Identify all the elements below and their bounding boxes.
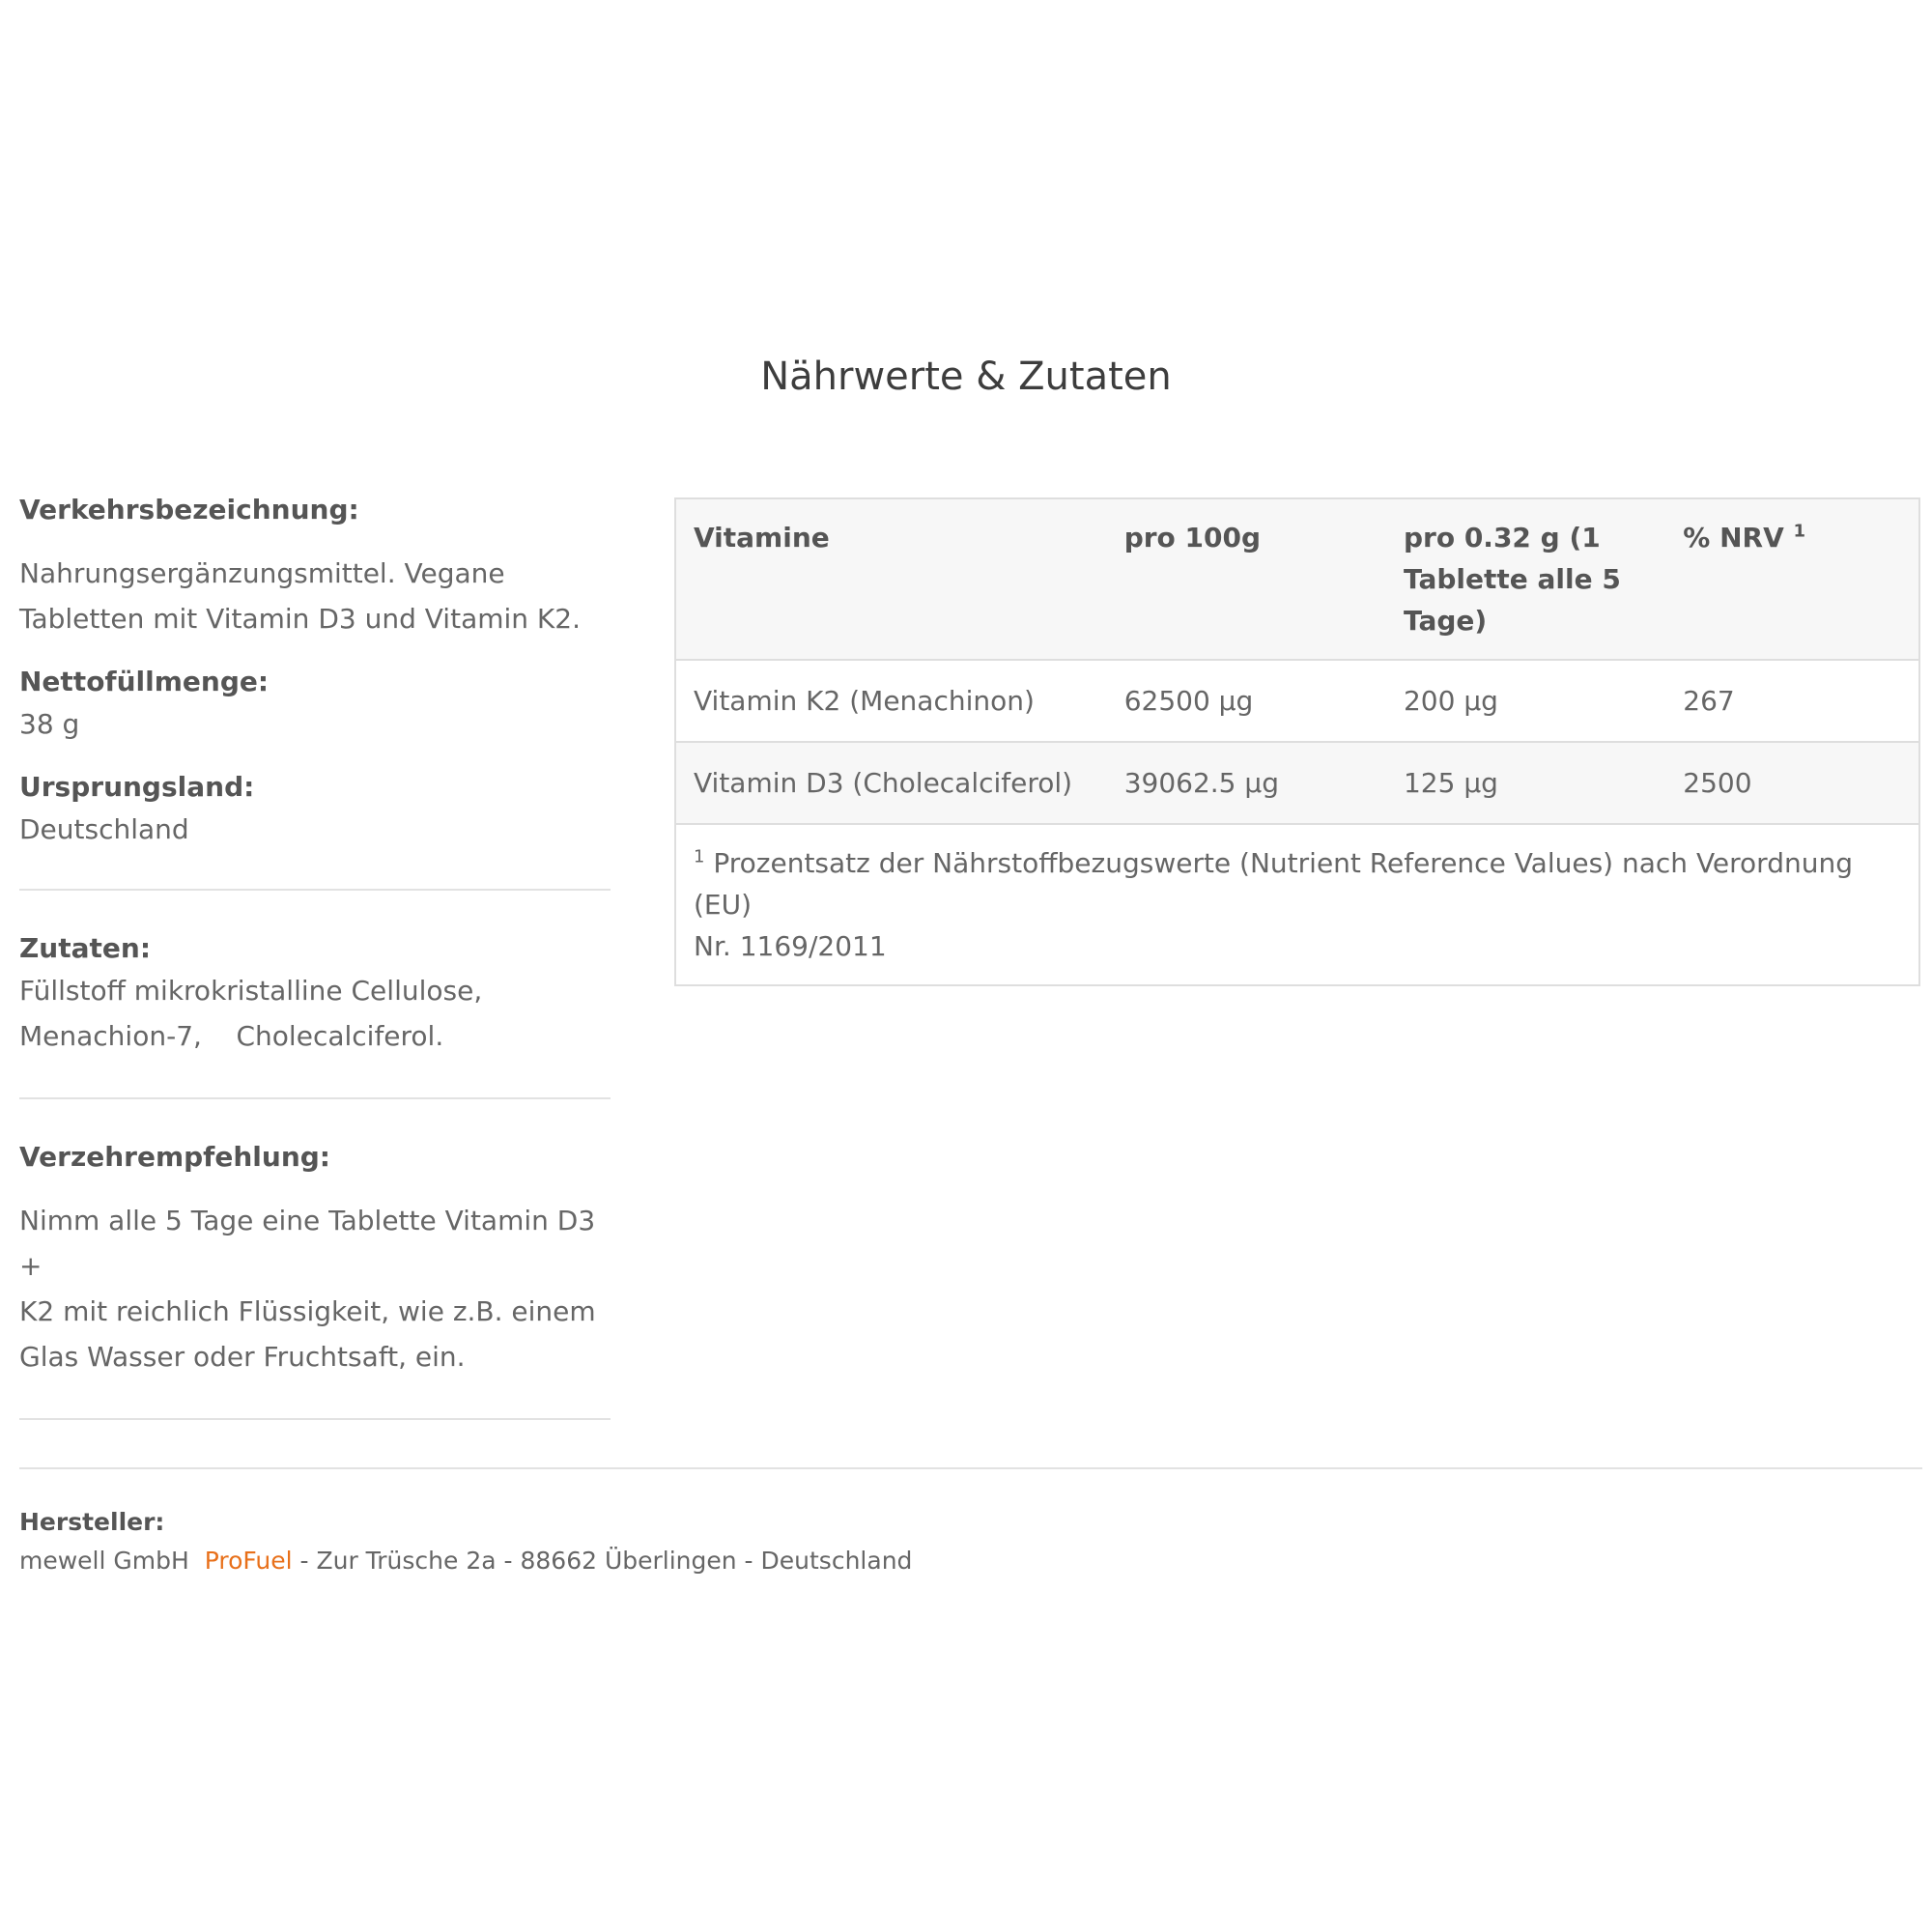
row-name: Vitamin D3 (Cholecalciferol) <box>675 742 1107 824</box>
footnote-sup: 1 <box>694 846 705 867</box>
ingredients-line-1: Füllstoff mikrokristalline Cellulose, <box>19 975 483 1007</box>
row-per-tablet: 125 µg <box>1386 742 1665 824</box>
nutrition-table <box>674 497 1920 986</box>
origin-value: Deutschland <box>19 813 189 845</box>
manufacturer-line <box>19 1542 912 1580</box>
recommendation-line-3: Glas Wasser oder Fruchtsaft, ein. <box>19 1341 466 1373</box>
table-footnote-row <box>675 824 1919 985</box>
row-name: Vitamin K2 (Menachinon) <box>675 660 1107 742</box>
manufacturer-company: mewell GmbH <box>19 1547 189 1575</box>
page-title: Nährwerte & Zutaten <box>760 355 1172 399</box>
ingredients-line-2: Menachion-7, Cholecalciferol. <box>19 1020 444 1052</box>
header-per-tablet <box>1386 498 1665 660</box>
recommendation-label: Verzehrempfehlung: <box>19 1141 330 1173</box>
header-per-tablet-line-1: pro 0.32 g (1 <box>1403 522 1601 554</box>
footer-divider <box>19 1467 1922 1469</box>
header-per-tablet-line-2: Tablette alle 5 <box>1403 563 1621 595</box>
table-footnote <box>675 824 1919 985</box>
recommendation-line-2: K2 mit reichlich Flüssigkeit, wie z.B. einem <box>19 1295 596 1327</box>
row-nrv: 2500 <box>1665 742 1919 824</box>
manufacturer-label: Hersteller: <box>19 1508 165 1536</box>
row-per-100g: 39062.5 µg <box>1107 742 1386 824</box>
table-row <box>675 742 1919 824</box>
header-nrv-text: % NRV <box>1683 522 1784 554</box>
ingredients-label: Zutaten: <box>19 932 152 964</box>
brand-link[interactable]: ProFuel <box>204 1547 293 1575</box>
section-divider <box>19 1418 611 1420</box>
manufacturer-info <box>19 1503 912 1580</box>
row-per-tablet: 200 µg <box>1386 660 1665 742</box>
table-row <box>675 660 1919 742</box>
row-nrv: 267 <box>1665 660 1919 742</box>
designation-line-1: Nahrungsergänzungsmittel. Vegane <box>19 557 505 589</box>
footnote-line-2: Nr. 1169/2011 <box>694 930 887 962</box>
row-per-100g: 62500 µg <box>1107 660 1386 742</box>
header-vitamins: Vitamine <box>675 498 1107 660</box>
footnote-line-1: Prozentsatz der Nährstoffbezugswerte (Nutrient Reference Values) nach Verordnung (EU) <box>694 847 1853 921</box>
net-weight-value: 38 g <box>19 708 80 740</box>
header-nrv-sup: 1 <box>1793 521 1806 542</box>
designation-label: Verkehrsbezeichnung: <box>19 494 359 526</box>
header-nrv <box>1665 498 1919 660</box>
designation-line-2: Tabletten mit Vitamin D3 und Vitamin K2. <box>19 603 581 635</box>
header-per-100g: pro 100g <box>1107 498 1386 660</box>
table-header-row <box>675 498 1919 660</box>
header-per-tablet-line-3: Tage) <box>1403 605 1488 637</box>
recommendation-line-1: Nimm alle 5 Tage eine Tablette Vitamin D3 + <box>19 1205 596 1282</box>
net-weight-label: Nettofüllmenge: <box>19 666 270 697</box>
origin-label: Ursprungsland: <box>19 771 255 803</box>
product-info-panel <box>19 491 611 1420</box>
manufacturer-address: - Zur Trüsche 2a - 88662 Überlingen - Deutschland <box>299 1547 913 1575</box>
